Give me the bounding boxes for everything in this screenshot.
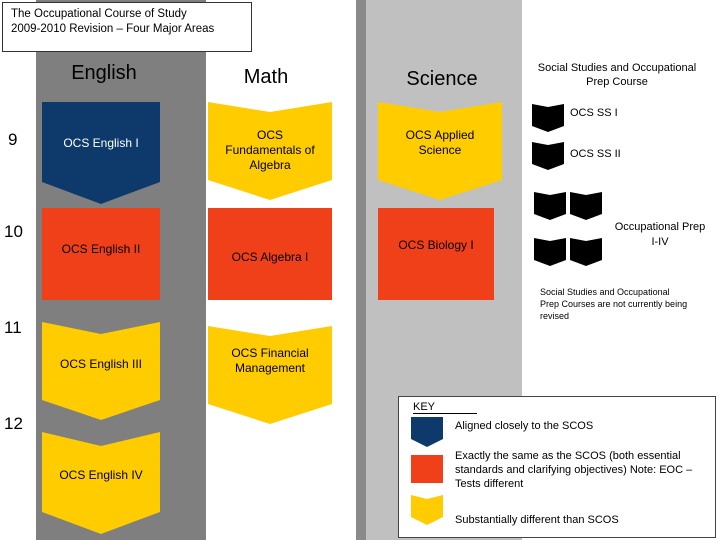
grade-12: 12: [4, 414, 23, 433]
title-line-1: The Occupational Course of Study: [11, 8, 187, 20]
occ-prep-icon-1: [534, 192, 566, 220]
key-label-aligned: Aligned closely to the SCOS: [455, 420, 594, 432]
grade-9: 9: [8, 130, 18, 149]
course-ss-1: [532, 104, 564, 132]
course-english-1: [42, 102, 160, 204]
title-box: [2, 2, 252, 52]
course-ss-1-label: OCS SS I: [570, 107, 618, 119]
course-english-1-label: OCS English I: [63, 136, 139, 150]
course-math-3-label: OCS Financial Management: [231, 346, 309, 375]
course-english-4: [42, 432, 160, 534]
occ-prep-icon-4: [570, 238, 602, 266]
course-science-2-label: OCS Biology I: [398, 238, 474, 252]
heading-math: Math: [243, 66, 289, 88]
title-line-2: 2009-2010 Revision – Four Major Areas: [11, 23, 215, 35]
grade-column-bg: [0, 0, 36, 540]
key-box: [398, 396, 716, 538]
course-english-2-label: OCS English II: [61, 242, 141, 256]
course-math-1: [208, 102, 332, 200]
key-title: KEY: [413, 401, 477, 414]
occ-prep-icon-2: [570, 192, 602, 220]
heading-english: English: [71, 62, 137, 84]
column-divider: [356, 0, 366, 540]
course-science-2: [378, 208, 494, 300]
occ-prep-label: Occupational Prep I-IV: [614, 221, 706, 248]
course-ss-2-label: OCS SS II: [570, 148, 621, 160]
course-ss-2: [532, 142, 564, 170]
course-english-4-label: OCS English IV: [59, 468, 143, 482]
course-english-3-label: OCS English III: [59, 357, 143, 371]
course-math-3: [208, 326, 332, 424]
course-math-2-label: OCS Algebra I: [231, 250, 309, 264]
key-swatch-yellow: [411, 495, 443, 525]
heading-social-studies: Social Studies and Occupational Prep Course: [537, 62, 697, 88]
course-math-2: [208, 208, 332, 300]
course-science-1-label: OCS Applied Science: [405, 128, 475, 157]
course-science-1: [378, 102, 502, 200]
course-english-3: [42, 322, 160, 420]
key-swatch-red: [411, 455, 443, 483]
key-swatch-navy: [411, 417, 443, 447]
course-english-2: [42, 208, 160, 300]
heading-science: Science: [406, 68, 478, 90]
course-math-1-label: OCS Fundamentals of Algebra: [225, 128, 315, 172]
grade-10: 10: [4, 222, 23, 241]
grade-11: 11: [4, 318, 22, 337]
key-label-same: Exactly the same as the SCOS (both essential standards and clarifying objectives) Note: EOC –Tests different: [455, 450, 693, 490]
occ-prep-icon-3: [534, 238, 566, 266]
key-label-different: Substantially different than SCOS: [455, 514, 619, 526]
revision-note: Social Studies and Occupational Prep Courses are not currently being revised: [540, 287, 688, 321]
